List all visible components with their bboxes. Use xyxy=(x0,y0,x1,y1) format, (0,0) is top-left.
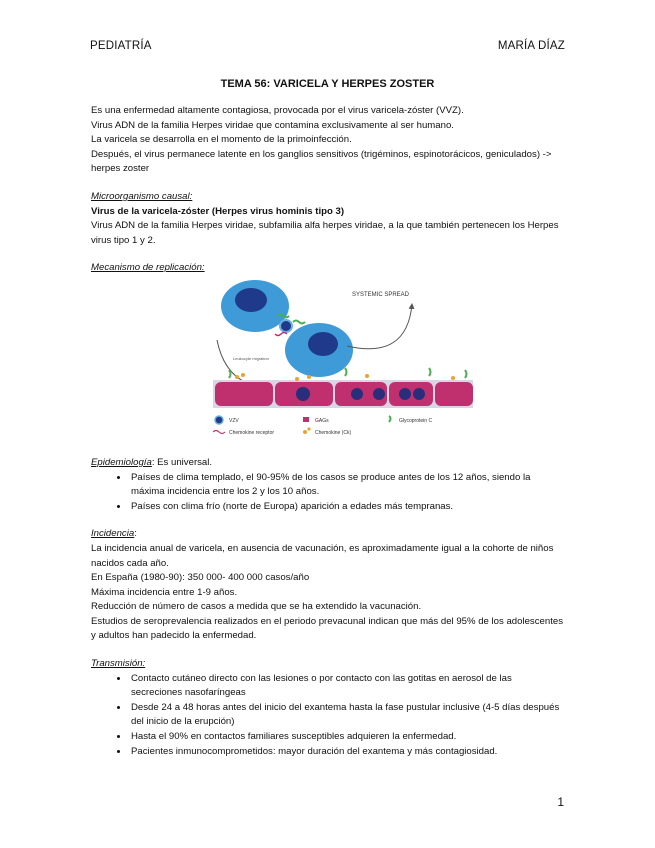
list-item: • Contacto cutáneo directo con las lesiones o por contacto con las gotitas en aerosol de las secreciones nasofaríngeas xyxy=(129,672,563,701)
epidemiologia-list xyxy=(91,471,563,515)
transmision-list xyxy=(91,672,563,760)
page-number: 1 xyxy=(557,795,564,809)
tissue-cell xyxy=(435,382,473,406)
intro-line-2: Virus ADN de la familia Herpes viridae que contamina exclusivamente al ser humano. xyxy=(91,119,454,131)
vzv-particle xyxy=(280,320,292,332)
incidencia-heading-line xyxy=(91,527,563,542)
microorganismo-virus-name: Virus de la varicela-zóster (Herpes virus hominis tipo 3) xyxy=(91,205,345,217)
section-heading-mecanismo: Mecanismo de replicación: xyxy=(91,262,205,274)
leukocyte-nucleus-2 xyxy=(308,332,338,356)
vzv-legend-icon xyxy=(215,416,223,424)
legend-vzv: VZV xyxy=(229,417,239,424)
leukocyte-nucleus xyxy=(235,288,267,312)
document-title: TEMA 56: VARICELA Y HERPES ZOSTER xyxy=(220,78,435,90)
section-heading-transmision: Transmisión: xyxy=(91,658,146,670)
list-item: • Países de clima templado, el 90-95% de los casos se produce antes de los 12 años, siendo la máxima incidencia entre los 2 y los 10 años. xyxy=(129,471,563,500)
incidencia-line-1: La incidencia anual de varicela, en ausencia de vacunación, es aproximadamente igual a la cohorte de niños nacidos cada año. xyxy=(91,542,554,569)
header-subject: PEDIATRÍA xyxy=(90,40,152,52)
intro-line-4: Después, el virus permanece latente en los ganglios sensitivos (trigéminos, espinotorácicos, geniculados) -> herpes zoster xyxy=(91,148,552,175)
section-heading-microorganismo: Microorganismo causal: xyxy=(91,190,193,202)
leukocyte-migration-label: Leukocyte migration xyxy=(233,355,269,361)
incidencia-colon: : xyxy=(134,528,137,540)
list-item: • Países con clima frío (norte de Europa) aparición a edades más tempranas. xyxy=(129,500,563,515)
document-body xyxy=(91,104,563,759)
list-item: • Pacientes inmunocomprometidos: mayor duración del exantema y más contagiosidad. xyxy=(129,745,563,760)
legend-glycoprotein: Glycoprotein C xyxy=(399,417,433,424)
epidemiologia-line xyxy=(91,456,563,471)
incidencia-line-4: Reducción de número de casos a medida que se ha extendido la vacunación. xyxy=(91,601,422,613)
legend-chemokine: Chemokine (Ck) xyxy=(315,429,352,436)
replication-mechanism-figure xyxy=(207,280,477,446)
incidencia-line-5: Estudios de seroprevalencia realizados en el periodo prevacunal indican que más del 95% de los adolescentes y adultos han padecido la enfermedad. xyxy=(91,615,563,642)
section-heading-incidencia: Incidencia xyxy=(91,528,135,540)
legend-gags: GAGs xyxy=(315,417,329,424)
incidencia-line-3: Máxima incidencia entre 1-9 años. xyxy=(91,586,238,598)
microorganismo-description: Virus ADN de la familia Herpes viridae, subfamilia alfa herpes viridae, a la que también pertenecen los Herpes virus tipo 1 y 2. xyxy=(91,220,559,246)
replication-diagram xyxy=(207,280,477,446)
header-author: MARÍA DÍAZ xyxy=(497,40,565,52)
list-item: • Hasta el 90% en contactos familiares susceptibles adquieren la enfermedad. xyxy=(129,730,563,745)
legend-chemokine-receptor: Chemokine receptor xyxy=(229,429,275,436)
section-heading-epidemiologia: Epidemiología xyxy=(91,456,152,468)
incidencia-line-2: En España (1980-90): 350 000- 400 000 casos/año xyxy=(91,572,310,584)
tissue-cell xyxy=(215,382,273,406)
systemic-spread-label: SYSTEMIC SPREAD xyxy=(352,291,410,298)
intro-line-1: Es una enfermedad altamente contagiosa, provocada por el virus varicela-zóster (VVZ). xyxy=(91,105,464,116)
intro-line-3: La varicela se desarrolla en el momento de la primoinfección. xyxy=(91,134,352,146)
list-item: • Desde 24 a 48 horas antes del inicio del exantema hasta la fase pustular inclusive (4-5 días después del inicio de la erupción) xyxy=(129,701,563,730)
epidemiologia-summary: : Es universal. xyxy=(151,456,213,468)
